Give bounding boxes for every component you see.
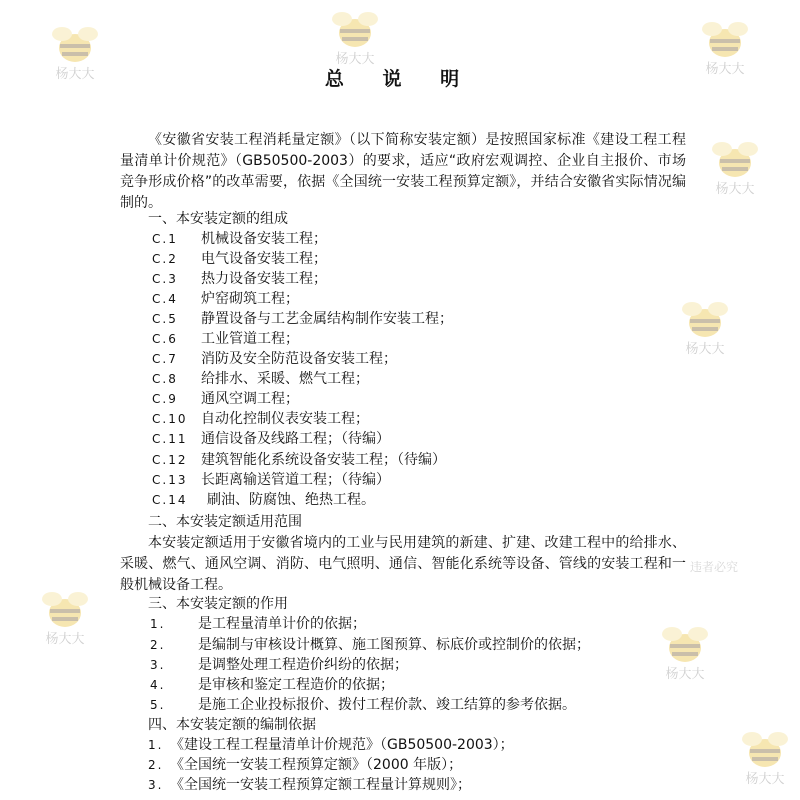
svg-text:杨大大: 杨大大 bbox=[45, 632, 85, 647]
section3-heading: 三、本安装定额的作用 bbox=[148, 596, 288, 612]
document-title: 总 说 明 bbox=[324, 68, 476, 90]
svg-text:杨大大: 杨大大 bbox=[715, 182, 755, 197]
list-item-text: 炉窑砌筑工程； bbox=[201, 291, 299, 307]
list-item-text: 建筑智能化系统设备安装工程；（待编） bbox=[201, 452, 446, 468]
list-item-code: C.1 bbox=[152, 232, 178, 246]
list-item-code: 2. bbox=[150, 638, 166, 652]
list-item-code: C.4 bbox=[152, 292, 178, 306]
list-item-code: 3. bbox=[150, 658, 166, 672]
list-item-code: 2. bbox=[148, 758, 164, 772]
svg-text:杨大大: 杨大大 bbox=[335, 52, 375, 67]
list-item-code: C.13 bbox=[152, 473, 188, 487]
list-item-code: C.5 bbox=[152, 312, 178, 326]
svg-text:杨大大: 杨大大 bbox=[705, 62, 745, 77]
list-item-text: 工业管道工程； bbox=[201, 331, 299, 347]
watermark-side-text: 违者必究 bbox=[690, 560, 739, 574]
list-item-text: 是审核和鉴定工程造价的依据； bbox=[198, 677, 394, 693]
list-item-text: 给排水、采暖、燃气工程； bbox=[201, 371, 369, 387]
section2-paragraph: 本安装定额适用于安徽省境内的工业与民用建筑的新建、扩建、改建工程中的给排水、采暖、燃气、通风空调、消防、电气照明、通信、智能化系统等设备、管线的安装工程和一般机械设备工程。 bbox=[120, 535, 686, 593]
list-item-code: C.10 bbox=[152, 412, 188, 426]
list-item-code: C.11 bbox=[152, 432, 188, 446]
list-item-text: 是编制与审核设计概算、施工图预算、标底价或控制价的依据； bbox=[198, 637, 590, 653]
list-item-text: 是工程量清单计价的依据； bbox=[198, 616, 366, 632]
list-item-text: 通风空调工程； bbox=[201, 391, 299, 407]
list-item-code: C.9 bbox=[152, 392, 178, 406]
list-item-text: 通信设备及线路工程；（待编） bbox=[201, 431, 390, 447]
list-item-code: C.8 bbox=[152, 372, 178, 386]
bee-watermark-logo bbox=[30, 585, 100, 655]
svg-text:杨大大: 杨大大 bbox=[685, 342, 725, 357]
bee-watermark-logo bbox=[700, 135, 770, 205]
list-item-text: 热力设备安装工程； bbox=[201, 271, 327, 287]
bee-watermark-logo bbox=[730, 725, 800, 795]
list-item-code: 4. bbox=[150, 678, 166, 692]
bee-watermark-logo bbox=[670, 295, 740, 365]
list-item-code: C.3 bbox=[152, 272, 178, 286]
section4-heading: 四、本安装定额的编制依据 bbox=[148, 717, 316, 733]
svg-text:杨大大: 杨大大 bbox=[665, 667, 705, 682]
list-item-code: C.14 bbox=[152, 493, 188, 507]
list-item-code: 3. bbox=[148, 778, 164, 792]
list-item-text: 是施工企业投标报价、拨付工程价款、竣工结算的参考依据。 bbox=[198, 697, 576, 713]
list-item-text: 电气设备安装工程； bbox=[201, 251, 327, 267]
list-item-code: 1. bbox=[150, 617, 166, 631]
list-item-text: 刷油、防腐蚀、绝热工程。 bbox=[207, 492, 375, 508]
list-item-text: 机械设备安装工程； bbox=[201, 231, 327, 247]
list-item-code: C.12 bbox=[152, 453, 188, 467]
list-item-text: 是调整处理工程造价纠纷的依据； bbox=[198, 657, 408, 673]
section2-heading: 二、本安装定额适用范围 bbox=[148, 514, 302, 530]
list-item-text: 《全国统一安装工程预算定额工程量计算规则》； bbox=[170, 777, 471, 793]
svg-text:杨大大: 杨大大 bbox=[745, 772, 785, 787]
list-item-code: C.6 bbox=[152, 332, 178, 346]
bee-watermark-logo bbox=[650, 620, 720, 690]
intro-paragraph: 《安徽省安装工程消耗量定额》（以下简称安装定额）是按照国家标准《建设工程工程量清单计价规范》（GB50500-2003）的要求，适应“政府宏观调控、企业自主报价、市场竞争形成价格”的改革需要，依据《全国统一安装工程预算定额》，并结合安徽省实际情况编制的。 bbox=[120, 132, 686, 211]
section1-heading: 一、本安装定额的组成 bbox=[148, 211, 288, 227]
list-item-code: C.2 bbox=[152, 252, 178, 266]
list-item-text: 自动化控制仪表安装工程； bbox=[201, 411, 369, 427]
list-item-code: 1. bbox=[148, 738, 164, 752]
list-item-text: 《建设工程工程量清单计价规范》（GB50500-2003）； bbox=[170, 737, 514, 753]
list-item-text: 《全国统一安装工程预算定额》（2000 年版）； bbox=[170, 757, 463, 773]
list-item-code: 5. bbox=[150, 698, 166, 712]
list-item-code: C.7 bbox=[152, 352, 178, 366]
list-item-text: 长距离输送管道工程；（待编） bbox=[201, 472, 390, 488]
list-item-text: 消防及安全防范设备安装工程； bbox=[201, 351, 397, 367]
svg-text:杨大大: 杨大大 bbox=[55, 67, 95, 82]
list-item-text: 静置设备与工艺金属结构制作安装工程； bbox=[201, 311, 453, 327]
